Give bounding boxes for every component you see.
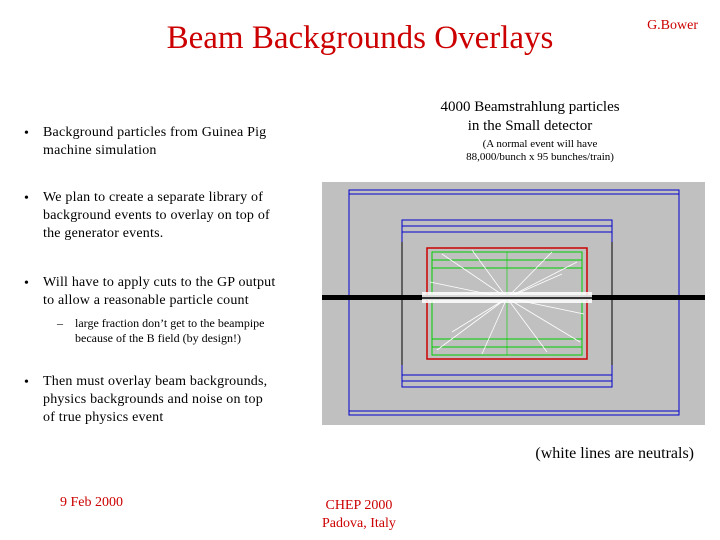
footer-date: 9 Feb 2000 xyxy=(60,495,123,510)
bullet-2-text xyxy=(43,189,270,243)
bullet-line: Background particles from Guinea Pig xyxy=(43,125,267,140)
sub-bullet-marker: – xyxy=(57,316,63,330)
bullet-1-text xyxy=(43,124,266,160)
sub-bullet-text xyxy=(75,316,265,346)
bullet-marker: • xyxy=(24,276,29,291)
bullet-line: Then must overlay beam backgrounds, xyxy=(43,374,268,389)
conference-line: Padova, Italy xyxy=(322,516,396,531)
bullet-marker: • xyxy=(24,126,29,141)
bullet-line: physics backgrounds and noise on top xyxy=(43,392,263,407)
bullet-4-text xyxy=(43,373,267,427)
slide-title: Beam Backgrounds Overlays xyxy=(166,20,554,56)
conference-line: CHEP 2000 xyxy=(325,498,393,513)
bullet-line: of true physics event xyxy=(43,410,164,425)
figure-note-line: 88,000/bunch x 95 bunches/train) xyxy=(466,151,614,163)
bullet-marker: • xyxy=(24,375,29,390)
bullet-line: to allow a reasonable particle count xyxy=(43,293,249,308)
bullet-line: machine simulation xyxy=(43,143,157,158)
figure-note xyxy=(430,138,650,164)
figure-note-line: (A normal event will have xyxy=(482,138,598,150)
bullet-marker: • xyxy=(24,191,29,206)
footer-conference xyxy=(322,497,396,533)
figure-caption-line: in the Small detector xyxy=(467,118,593,134)
bullet-line: the generator events. xyxy=(43,226,164,241)
bullet-line: Will have to apply cuts to the GP output xyxy=(43,275,276,290)
author-name: G.Bower xyxy=(647,18,698,33)
bullet-line: We plan to create a separate library of xyxy=(43,190,264,205)
detector-event-display xyxy=(322,182,705,425)
sub-bullet-line: large fraction don’t get to the beampipe xyxy=(75,316,265,330)
figure-caption xyxy=(410,98,650,136)
neutrals-note: (white lines are neutrals) xyxy=(535,445,694,462)
figure-caption-line: 4000 Beamstrahlung particles xyxy=(440,99,620,115)
sub-bullet-line: because of the B field (by design!) xyxy=(75,331,241,345)
detector-diagram xyxy=(322,182,705,425)
bullet-3-text xyxy=(43,274,275,310)
bullet-line: background events to overlay on top of xyxy=(43,208,270,223)
figure-background xyxy=(322,182,705,425)
